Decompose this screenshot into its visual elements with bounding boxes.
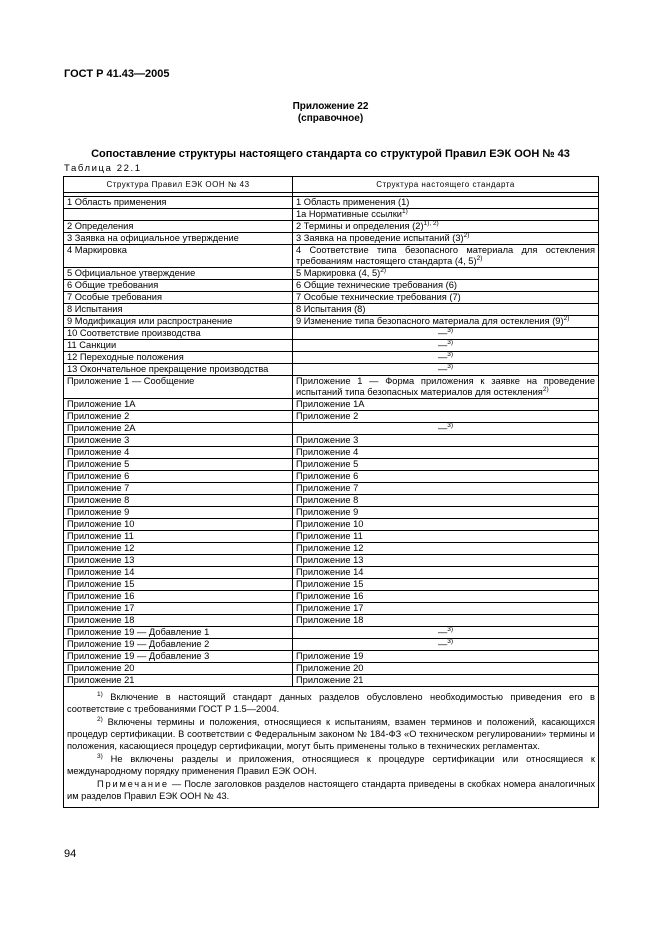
standard-cell (293, 543, 599, 555)
standard-cell-text: Приложение 1 — Форма приложения к заявке на проведение испытаний типа безопасных материалов для остекления (296, 376, 595, 397)
standard-cell-text: Приложение 7 (296, 483, 359, 493)
standard-cell-text: Приложение 16 (296, 591, 364, 601)
standard-cell (293, 471, 599, 483)
standard-cell-text: — (437, 328, 448, 338)
un-rules-cell: Приложение 19 — Добавление 2 (64, 639, 293, 651)
standard-cell-text: — (437, 364, 448, 374)
table-row (64, 519, 599, 531)
table-row (64, 197, 599, 209)
table-row (64, 651, 599, 663)
un-rules-cell: 5 Официальное утверждение (64, 268, 293, 280)
standard-cell-text: 2 Термины и определения (2) (296, 221, 424, 231)
footnote (67, 753, 595, 777)
un-rules-cell: Приложение 13 (64, 555, 293, 567)
un-rules-cell: 4 Маркировка (64, 245, 293, 268)
footnote (67, 716, 595, 752)
table-row (64, 531, 599, 543)
standard-cell (293, 507, 599, 519)
table-row (64, 615, 599, 627)
standard-cell-text: 7 Особые технические требования (7) (296, 292, 461, 302)
standard-cell-text: Приложение 5 (296, 459, 359, 469)
footnote-text: Включение в настоящий стандарт данных разделов обусловлено необходимостью приведения его в соответствие с требованиями ГОСТ Р 1.5—2004. (67, 692, 595, 714)
standard-cell-text: Приложение 9 (296, 507, 359, 517)
standard-cell (293, 316, 599, 328)
table-row (64, 543, 599, 555)
footnote-reference: 3) (447, 339, 454, 346)
table-row (64, 591, 599, 603)
un-rules-cell: 8 Испытания (64, 304, 293, 316)
standard-cell (293, 531, 599, 543)
standard-cell (293, 245, 599, 268)
standard-cell (293, 567, 599, 579)
standard-cell (293, 304, 599, 316)
un-rules-cell: 10 Соответствие производства (64, 328, 293, 340)
footnote-reference: 3) (447, 626, 454, 633)
standard-cell-text: Приложение 13 (296, 555, 364, 565)
footnote-reference: 3) (447, 363, 454, 370)
standard-cell-text: 8 Испытания (8) (296, 304, 366, 314)
note-text: — После заголовков разделов настоящего стандарта приведены в скобках номера аналогичных им разделов Правил ЕЭК ООН № 43. (67, 779, 595, 801)
standard-cell (293, 221, 599, 233)
un-rules-cell: Приложение 6 (64, 471, 293, 483)
footnote-marker: 2) (97, 716, 103, 723)
footnote-marker: 1) (97, 691, 103, 698)
table-row (64, 376, 599, 399)
table-row (64, 209, 599, 221)
standard-cell (293, 423, 599, 435)
un-rules-cell: Приложение 2 (64, 411, 293, 423)
standard-cell-text: — (437, 639, 448, 649)
standard-cell (293, 399, 599, 411)
standard-cell-text: — (437, 423, 448, 433)
un-rules-cell: Приложение 19 — Добавление 1 (64, 627, 293, 639)
un-rules-cell: Приложение 2А (64, 423, 293, 435)
standard-cell (293, 268, 599, 280)
standard-cell-text: — (437, 627, 448, 637)
un-rules-cell: Приложение 1 — Сообщение (64, 376, 293, 399)
standard-cell (293, 352, 599, 364)
un-rules-cell: Приложение 8 (64, 495, 293, 507)
standard-cell (293, 209, 599, 221)
note-label: Примечание (97, 779, 169, 789)
un-rules-cell: Приложение 14 (64, 567, 293, 579)
footnote-reference: 2) (380, 267, 386, 274)
un-rules-cell: 13 Окончательное прекращение производства (64, 364, 293, 376)
un-rules-cell: Приложение 16 (64, 591, 293, 603)
un-rules-cell (64, 209, 293, 221)
standard-cell-text: — (437, 352, 448, 362)
table-row (64, 459, 599, 471)
un-rules-cell: 3 Заявка на официальное утверждение (64, 233, 293, 245)
un-rules-cell: 6 Общие требования (64, 280, 293, 292)
footnote-marker: 3) (97, 753, 103, 760)
standard-cell (293, 519, 599, 531)
standard-cell (293, 340, 599, 352)
standard-cell (293, 328, 599, 340)
document-code: ГОСТ Р 41.43—2005 (64, 68, 170, 80)
standard-cell-text: 9 Изменение типа безопасного материала для остекления (9) (296, 316, 564, 326)
table-row (64, 328, 599, 340)
standard-cell (293, 483, 599, 495)
standard-cell (293, 376, 599, 399)
un-rules-cell: Приложение 12 (64, 543, 293, 555)
un-rules-cell: Приложение 17 (64, 603, 293, 615)
standard-cell (293, 364, 599, 376)
footnote-text: Не включены разделы и приложения, относящиеся к процедуре сертификации или относящиеся к международному порядку применения Правил ЕЭК ООН. (67, 754, 595, 776)
standard-cell-text: — (437, 340, 448, 350)
appendix-label: Приложение 22 (292, 101, 369, 112)
un-rules-cell: Приложение 5 (64, 459, 293, 471)
standard-cell (293, 411, 599, 423)
table-row (64, 268, 599, 280)
table-row (64, 221, 599, 233)
table-row (64, 340, 599, 352)
standard-cell-text: Приложение 15 (296, 579, 364, 589)
table-note (67, 778, 595, 802)
standard-cell-text: 4 Соответствие типа безопасного материала для остекления требованиям настоящего стандарта (4, 5) (296, 245, 595, 266)
standard-cell (293, 615, 599, 627)
standard-cell-text: Приложение 17 (296, 603, 364, 613)
standard-cell (293, 579, 599, 591)
standard-cell (293, 651, 599, 663)
table-label: Таблица 22.1 (64, 163, 142, 174)
footnote-reference: 3) (447, 638, 454, 645)
standard-cell (293, 459, 599, 471)
un-rules-cell: Приложение 15 (64, 579, 293, 591)
standard-cell-text: 5 Маркировка (4, 5) (296, 268, 381, 278)
table-row (64, 567, 599, 579)
un-rules-cell: 9 Модификация или распространение (64, 316, 293, 328)
standard-cell (293, 292, 599, 304)
page-title: Сопоставление структуры настоящего стандарта со структурой Правил ЕЭК ООН № 43 (91, 148, 570, 160)
footnote-reference: 2) (563, 315, 570, 322)
standard-cell (293, 435, 599, 447)
table-row (64, 411, 599, 423)
table-row (64, 675, 599, 687)
standard-cell-text: Приложение 18 (296, 615, 364, 625)
un-rules-cell: 11 Санкции (64, 340, 293, 352)
comparison-table (63, 176, 599, 808)
table-row (64, 304, 599, 316)
un-rules-cell: Приложение 11 (64, 531, 293, 543)
un-rules-cell: 7 Особые требования (64, 292, 293, 304)
standard-cell-text: Приложение 19 (296, 651, 364, 661)
table-row (64, 280, 599, 292)
standard-cell-text: Приложение 20 (296, 663, 364, 673)
standard-cell (293, 233, 599, 245)
standard-cell (293, 639, 599, 651)
un-rules-cell: Приложение 18 (64, 615, 293, 627)
page-number: 94 (64, 848, 77, 860)
column-header-un-rules: Структура Правил ЕЭК ООН № 43 (64, 177, 293, 193)
table-row (64, 555, 599, 567)
un-rules-cell: 2 Определения (64, 221, 293, 233)
table-row (64, 352, 599, 364)
table-row (64, 245, 599, 268)
footnote-reference: 2) (463, 232, 470, 239)
standard-cell (293, 675, 599, 687)
standard-cell (293, 555, 599, 567)
un-rules-cell: 1 Область применения (64, 197, 293, 209)
un-rules-cell: 12 Переходные положения (64, 352, 293, 364)
standard-cell-text: 3 Заявка на проведение испытаний (3) (296, 233, 464, 243)
footnote-reference: 3) (447, 351, 454, 358)
standard-cell-text: Приложение 11 (296, 531, 363, 541)
table-row (64, 471, 599, 483)
table-row (64, 603, 599, 615)
footnote-text: Включены термины и положения, относящиеся к испытаниям, взамен терминов и положений, касающихся процедур сертификации. В соответствии с Федеральным законом № 184-ФЗ «О техническом регулировании» термины и положения, касающиеся процедур сертификации, могут быть применены только в технических регламентах. (67, 717, 595, 751)
un-rules-cell: Приложение 20 (64, 663, 293, 675)
table-row (64, 507, 599, 519)
table-row (64, 663, 599, 675)
table-row (64, 447, 599, 459)
un-rules-cell: Приложение 1А (64, 399, 293, 411)
footnote-reference: 2) (542, 386, 549, 393)
footnote-reference: 3) (447, 422, 454, 429)
footnote-reference: 2) (476, 255, 483, 262)
standard-cell (293, 197, 599, 209)
table-row (64, 233, 599, 245)
un-rules-cell: Приложение 4 (64, 447, 293, 459)
standard-cell (293, 603, 599, 615)
standard-cell (293, 495, 599, 507)
standard-cell-text: 6 Общие технические требования (6) (296, 280, 457, 290)
standard-cell (293, 591, 599, 603)
table-row (64, 316, 599, 328)
standard-cell-text: Приложение 8 (296, 495, 359, 505)
column-header-standard: Структура настоящего стандарта (293, 177, 599, 193)
standard-cell (293, 447, 599, 459)
standard-cell-text: Приложение 14 (296, 567, 364, 577)
table-row (64, 292, 599, 304)
table-body (64, 193, 599, 687)
standard-cell-text: 1а Нормативные ссылки (296, 209, 402, 219)
standard-cell-text: 1 Область применения (1) (296, 197, 410, 207)
un-rules-cell: Приложение 21 (64, 675, 293, 687)
standard-cell-text: Приложение 1А (296, 399, 365, 409)
footnote-reference: 1) (401, 208, 408, 215)
table-row (64, 364, 599, 376)
footnotes-row (64, 687, 599, 808)
table-row (64, 579, 599, 591)
standard-cell (293, 280, 599, 292)
table-row (64, 639, 599, 651)
standard-cell-text: Приложение 4 (296, 447, 359, 457)
footnote-reference: 1), 2) (423, 220, 439, 227)
table-row (64, 495, 599, 507)
footnotes-cell (64, 687, 599, 808)
standard-cell-text: Приложение 2 (296, 411, 359, 421)
standard-cell (293, 627, 599, 639)
standard-cell-text: Приложение 12 (296, 543, 364, 553)
un-rules-cell: Приложение 9 (64, 507, 293, 519)
table-header-row (64, 177, 599, 193)
footnote-reference: 3) (447, 327, 454, 334)
standard-cell (293, 663, 599, 675)
un-rules-cell: Приложение 19 — Добавление 3 (64, 651, 293, 663)
standard-cell-text: Приложение 21 (296, 675, 364, 685)
table-row (64, 627, 599, 639)
table-row (64, 423, 599, 435)
table-row (64, 399, 599, 411)
un-rules-cell: Приложение 7 (64, 483, 293, 495)
footnote (67, 691, 595, 715)
standard-cell-text: Приложение 3 (296, 435, 359, 445)
un-rules-cell: Приложение 10 (64, 519, 293, 531)
appendix-type: (справочное) (297, 113, 364, 124)
table-row (64, 483, 599, 495)
un-rules-cell: Приложение 3 (64, 435, 293, 447)
table-row (64, 435, 599, 447)
standard-cell-text: Приложение 10 (296, 519, 364, 529)
standard-cell-text: Приложение 6 (296, 471, 359, 481)
